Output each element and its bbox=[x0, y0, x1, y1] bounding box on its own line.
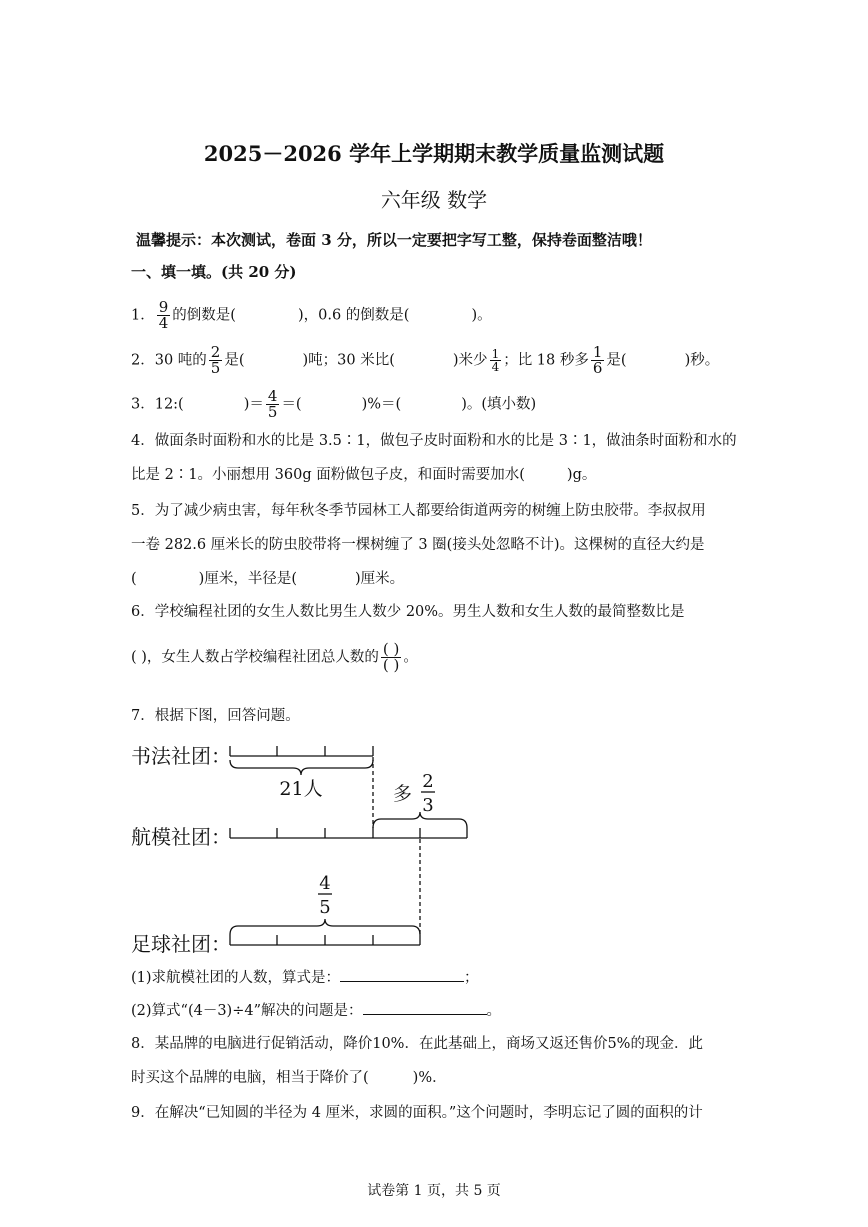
question-text: 的倒数是( bbox=[172, 307, 236, 324]
question-text: (2)算式“(4－3)÷4”解决的问题是： bbox=[131, 1003, 363, 1019]
question-4-line-1: 4．做面条时面粉和水的比是 3.5∶1，做包子皮时面粉和水的比是 3∶1，做油条时面粉和水的 bbox=[131, 433, 737, 449]
answer-line[interactable] bbox=[340, 967, 464, 982]
fraction-numerator: ( ) bbox=[382, 640, 400, 658]
brace-21-people bbox=[230, 760, 373, 775]
question-text: 。 bbox=[403, 649, 418, 666]
question-8-line-1: 8．某品牌的电脑进行促销活动，降价10%．在此基础上，商场又返还售价5%的现金．此 bbox=[131, 1036, 703, 1052]
question-text: )米少 bbox=[452, 352, 488, 369]
fraction-denominator: 4 bbox=[158, 314, 169, 332]
question-text: )%＝( bbox=[361, 396, 402, 413]
question-9-line-1: 9．在解决“已知圆的半径为 4 厘米，求圆的面积。”这个问题时，李明忘记了圆的面积的计 bbox=[131, 1105, 703, 1121]
question-text: 是( bbox=[224, 352, 245, 369]
question-number: 1． bbox=[131, 307, 155, 324]
question-text: 3．12:( bbox=[131, 396, 184, 413]
reminder-tip: 温馨提示：本次测试，卷面 3 分，所以一定要把字写工整，保持卷面整洁哦！ bbox=[136, 231, 652, 249]
four-fifths-numerator: 4 bbox=[319, 873, 331, 894]
question-text: ( bbox=[131, 571, 137, 587]
question-7-sub-2 bbox=[131, 1000, 501, 1021]
question-7-intro: 7．根据下图，回答问题。 bbox=[131, 708, 300, 724]
fraction-denominator: 5 bbox=[267, 403, 278, 421]
section-heading: 一、填一填。(共 20 分) bbox=[131, 263, 297, 281]
question-5-line-2: 一卷 282.6 厘米长的防虫胶带将一棵树缠了 3 圈(接头处忽略不计)。这棵树的直径大约是 bbox=[131, 537, 705, 553]
question-text: ＝( bbox=[281, 396, 302, 413]
label-aviation-club: 航模社团： bbox=[131, 825, 231, 849]
football-bar bbox=[230, 935, 420, 945]
page-footer: 试卷第 1 页，共 5 页 bbox=[367, 1183, 501, 1199]
question-text: 。 bbox=[486, 1003, 502, 1019]
question-text: 2．30 吨的 bbox=[131, 352, 207, 369]
question-6-line-1: 6．学校编程社团的女生人数比男生人数少 20%。男生人数和女生人数的最简整数比是 bbox=[131, 604, 685, 620]
question-text: ； bbox=[464, 970, 479, 986]
question-text: 是( bbox=[606, 352, 627, 369]
question-text: ( )，女生人数占学校编程社团总人数的 bbox=[131, 649, 379, 666]
question-text: )。(填小数) bbox=[461, 396, 537, 413]
question-text: ；比 18 秒多 bbox=[503, 352, 589, 369]
brace-four-fifths bbox=[230, 919, 420, 935]
question-text: )%． bbox=[412, 1070, 447, 1086]
answer-line[interactable] bbox=[363, 1000, 487, 1015]
brace-21-label: 21人 bbox=[279, 778, 323, 800]
four-fifths-denominator: 5 bbox=[319, 897, 331, 918]
question-text: )秒。 bbox=[684, 352, 720, 369]
aviation-bar bbox=[230, 828, 467, 838]
fraction-numerator: 9 bbox=[158, 298, 169, 316]
exam-title: 2025－2026 学年上学期期末教学质量监测试题 bbox=[203, 141, 665, 166]
question-text: 时买这个品牌的电脑，相当于降价了( bbox=[131, 1070, 369, 1086]
more-label: 多 bbox=[392, 783, 412, 805]
question-8-line-2 bbox=[131, 1068, 447, 1088]
fraction-numerator: 2 bbox=[210, 343, 221, 361]
label-calligraphy-club: 书法社团： bbox=[131, 744, 231, 768]
question-text: )g。 bbox=[566, 467, 597, 483]
question-5-line-1: 5．为了减少病虫害，每年秋冬季节园林工人都要给街道两旁的树缠上防虫胶带。李叔叔用 bbox=[131, 503, 706, 519]
fraction-denominator: 4 bbox=[491, 360, 500, 374]
question-text: )吨；30 米比( bbox=[302, 352, 395, 369]
brace-more-two-thirds bbox=[373, 812, 467, 828]
question-text: )厘米。 bbox=[355, 571, 405, 587]
question-text: )。 bbox=[471, 307, 492, 324]
fraction-numerator: 1 bbox=[491, 347, 500, 361]
question-text: )厘米，半径是( bbox=[198, 571, 297, 587]
fraction-denominator: ( ) bbox=[382, 656, 400, 674]
question-text: 比是 2∶1。小丽想用 360g 面粉做包子皮，和面时需要加水( bbox=[131, 467, 525, 483]
fraction-numerator: 4 bbox=[267, 387, 278, 405]
label-football-club: 足球社团： bbox=[131, 932, 231, 956]
fraction-denominator: 6 bbox=[592, 359, 603, 377]
question-text: )，0.6 的倒数是( bbox=[297, 307, 410, 324]
calligraphy-bar bbox=[230, 746, 373, 756]
question-text: )＝ bbox=[243, 396, 264, 413]
more-numerator: 2 bbox=[422, 771, 434, 792]
more-denominator: 3 bbox=[422, 795, 434, 816]
question-7-sub-1 bbox=[131, 967, 479, 988]
fraction-denominator: 5 bbox=[210, 359, 221, 377]
exam-subtitle: 六年级 数学 bbox=[380, 188, 488, 212]
question-text: (1)求航模社团的人数，算式是： bbox=[131, 970, 341, 986]
fraction-numerator: 1 bbox=[592, 343, 603, 361]
